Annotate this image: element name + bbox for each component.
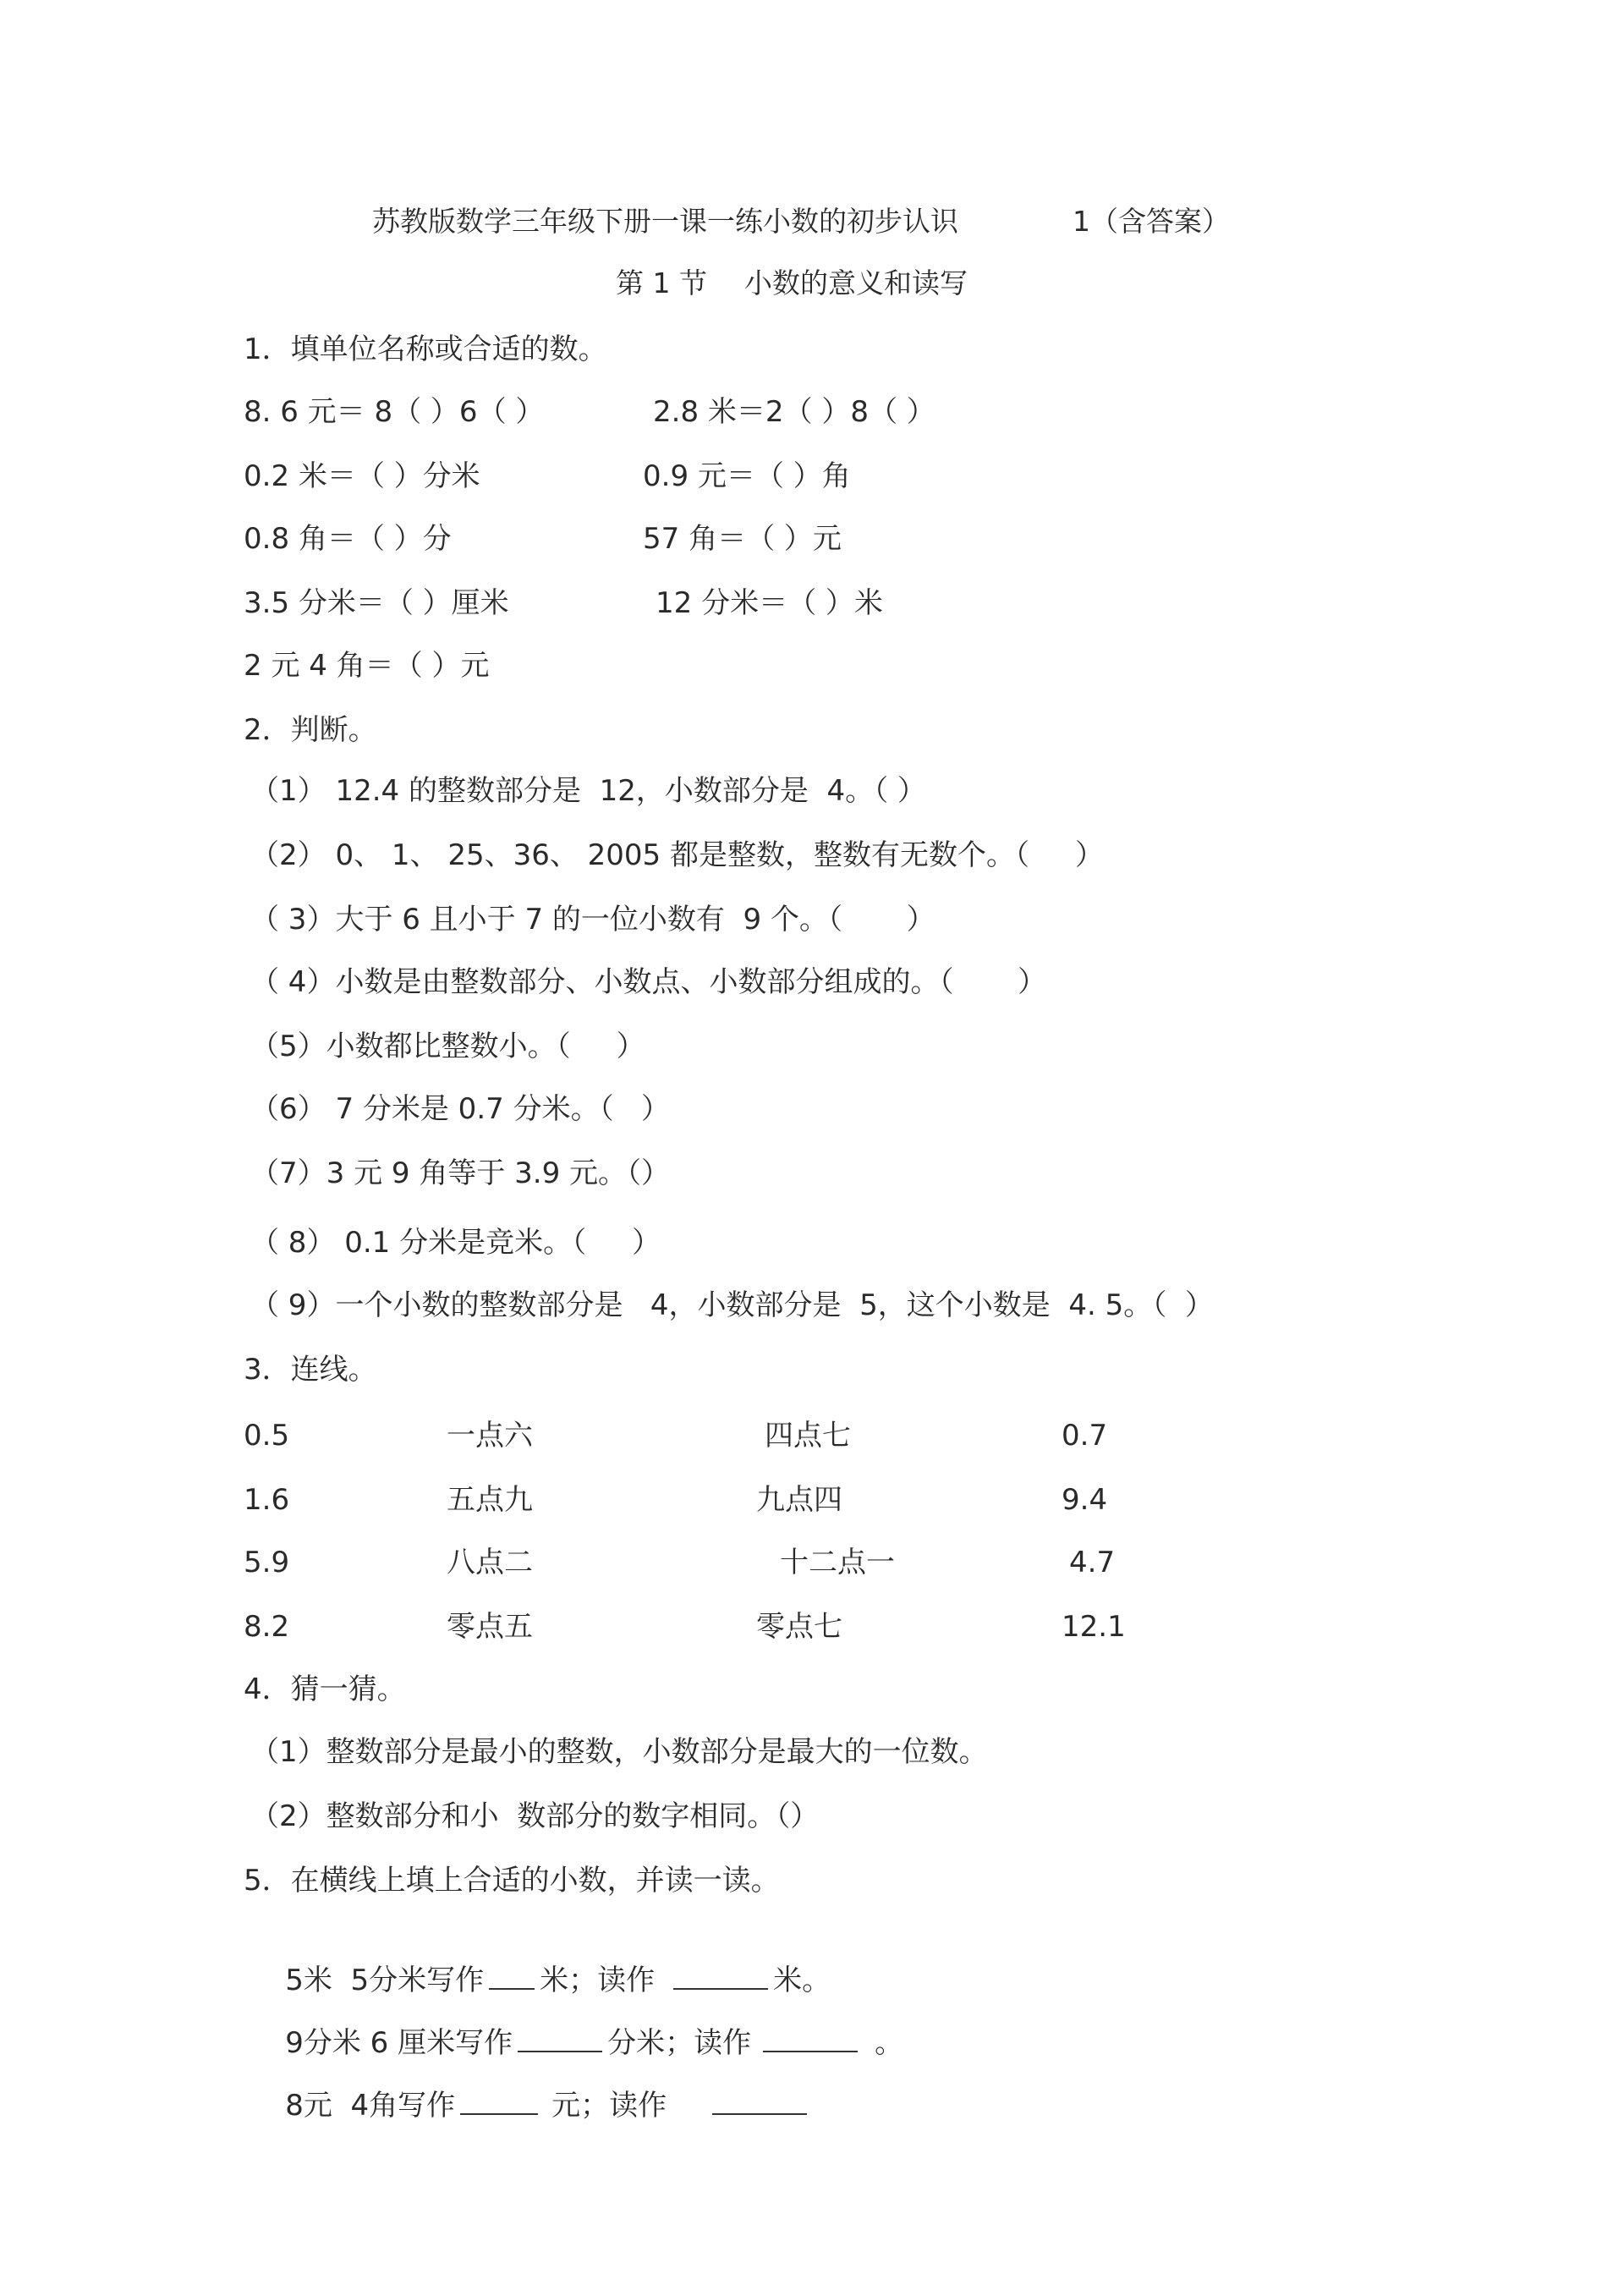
q2-item-8: （ 8） 0.1 分米是竞米。（ ） (250, 1226, 661, 1260)
q3-row-3-reading-2: 十二点一 (780, 1546, 895, 1579)
q5-line-1-middle: 米；读作 (540, 1964, 656, 1997)
q3-heading: 3．连线。 (244, 1353, 377, 1387)
answer-blank[interactable] (489, 1985, 535, 1990)
q1-row-3-left: 0.8 角＝（ ）分 (244, 522, 452, 556)
q3-row-3-number-2: 4.7 (1069, 1546, 1116, 1579)
section-number: 第 1 节 (616, 266, 707, 299)
q3-row-3-reading: 八点二 (447, 1546, 533, 1579)
q3-row-3-number: 5.9 (244, 1546, 290, 1579)
q3-row-1-number-2: 0.7 (1062, 1419, 1108, 1453)
answer-blank[interactable] (712, 2110, 807, 2115)
answer-blank[interactable] (673, 1985, 768, 1990)
q1-row-5-left: 2 元 4 角＝（ ）元 (244, 649, 490, 683)
answer-blank[interactable] (460, 2110, 538, 2115)
q5-line-3-prefix: 8元 4角写作 (285, 2089, 456, 2123)
q2-item-9: （ 9）一个小数的整数部分是 4，小数部分是 5，这个小数是 4. 5。（ ） (250, 1288, 1214, 1322)
q2-item-1: （1） 12.4 的整数部分是 12，小数部分是 4。（ ） (250, 774, 926, 808)
answer-blank[interactable] (763, 2047, 858, 2052)
document-title: 苏教版数学三年级下册一课一练小数的初步认识 (372, 205, 958, 238)
q2-item-6: （6） 7 分米是 0.7 分米。（ ） (250, 1092, 670, 1126)
q3-row-2-number-2: 9.4 (1062, 1483, 1108, 1517)
q5-line-3-middle: 元；读作 (551, 2089, 667, 2123)
q3-row-4-reading-2: 零点七 (756, 1610, 842, 1644)
q2-item-5: （5）小数都比整数小。（ ） (250, 1030, 645, 1063)
q3-row-1-number: 0.5 (244, 1419, 290, 1453)
q5-line-2-middle: 分米；读作 (607, 2026, 752, 2060)
q4-heading: 4．猜一猜。 (244, 1673, 406, 1706)
q1-row-4-right: 12 分米＝（ ）米 (656, 586, 883, 620)
q2-heading: 2．判断。 (244, 713, 377, 747)
q1-row-4-left: 3.5 分米＝（ ）厘米 (244, 586, 509, 620)
q1-heading: 1．填单位名称或合适的数。 (244, 332, 607, 366)
answer-blank[interactable] (518, 2047, 602, 2052)
q1-row-3-right: 57 角＝（ ）元 (643, 522, 842, 556)
q5-line-2-suffix: 。 (875, 2026, 904, 2060)
q3-row-4-number-2: 12.1 (1062, 1610, 1126, 1644)
q2-item-3: （ 3）大于 6 且小于 7 的一位小数有 9 个。（ ） (250, 903, 935, 937)
q3-row-2-number: 1.6 (244, 1483, 290, 1517)
q5-heading: 5．在横线上填上合适的小数，并读一读。 (244, 1864, 780, 1898)
q3-row-1-reading-2: 四点七 (765, 1419, 851, 1453)
q5-line-2-prefix: 9分米 6 厘米写作 (285, 2026, 513, 2060)
q2-item-4: （ 4）小数是由整数部分、小数点、小数部分组成的。（ ） (250, 965, 1047, 999)
q1-row-1-right: 2.8 米＝2（ ）8（ ） (653, 395, 935, 429)
q1-row-2-right: 0.9 元＝（ ）角 (643, 459, 851, 493)
q5-line-1-prefix: 5米 5分米写作 (285, 1964, 485, 1997)
q5-line-3 (249, 2063, 812, 2149)
q3-row-1-reading: 一点六 (447, 1419, 533, 1453)
q1-row-2-left: 0.2 米＝（ ）分米 (244, 459, 480, 493)
document-title-suffix: 1（含答案） (1073, 205, 1230, 238)
q2-item-2: （2） 0、 1、 25、36、 2005 都是整数，整数有无数个。（ ） (250, 838, 1105, 872)
section-title: 小数的意义和读写 (744, 266, 968, 299)
q3-row-2-reading: 五点九 (447, 1483, 533, 1517)
q1-row-1-left: 8. 6 元＝ 8（ ）6（ ） (244, 395, 545, 429)
q3-row-4-reading: 零点五 (447, 1610, 533, 1644)
q3-row-2-reading-2: 九点四 (756, 1483, 842, 1517)
q2-item-7: （7）3 元 9 角等于 3.9 元。（） (250, 1156, 671, 1190)
q4-item-1: （1）整数部分是最小的整数，小数部分是最大的一位数。 (250, 1735, 988, 1769)
q3-row-4-number: 8.2 (244, 1610, 290, 1644)
q4-item-2: （2）整数部分和小 数部分的数字相同。（） (250, 1799, 820, 1833)
q5-line-1-suffix: 米。 (773, 1964, 831, 1997)
